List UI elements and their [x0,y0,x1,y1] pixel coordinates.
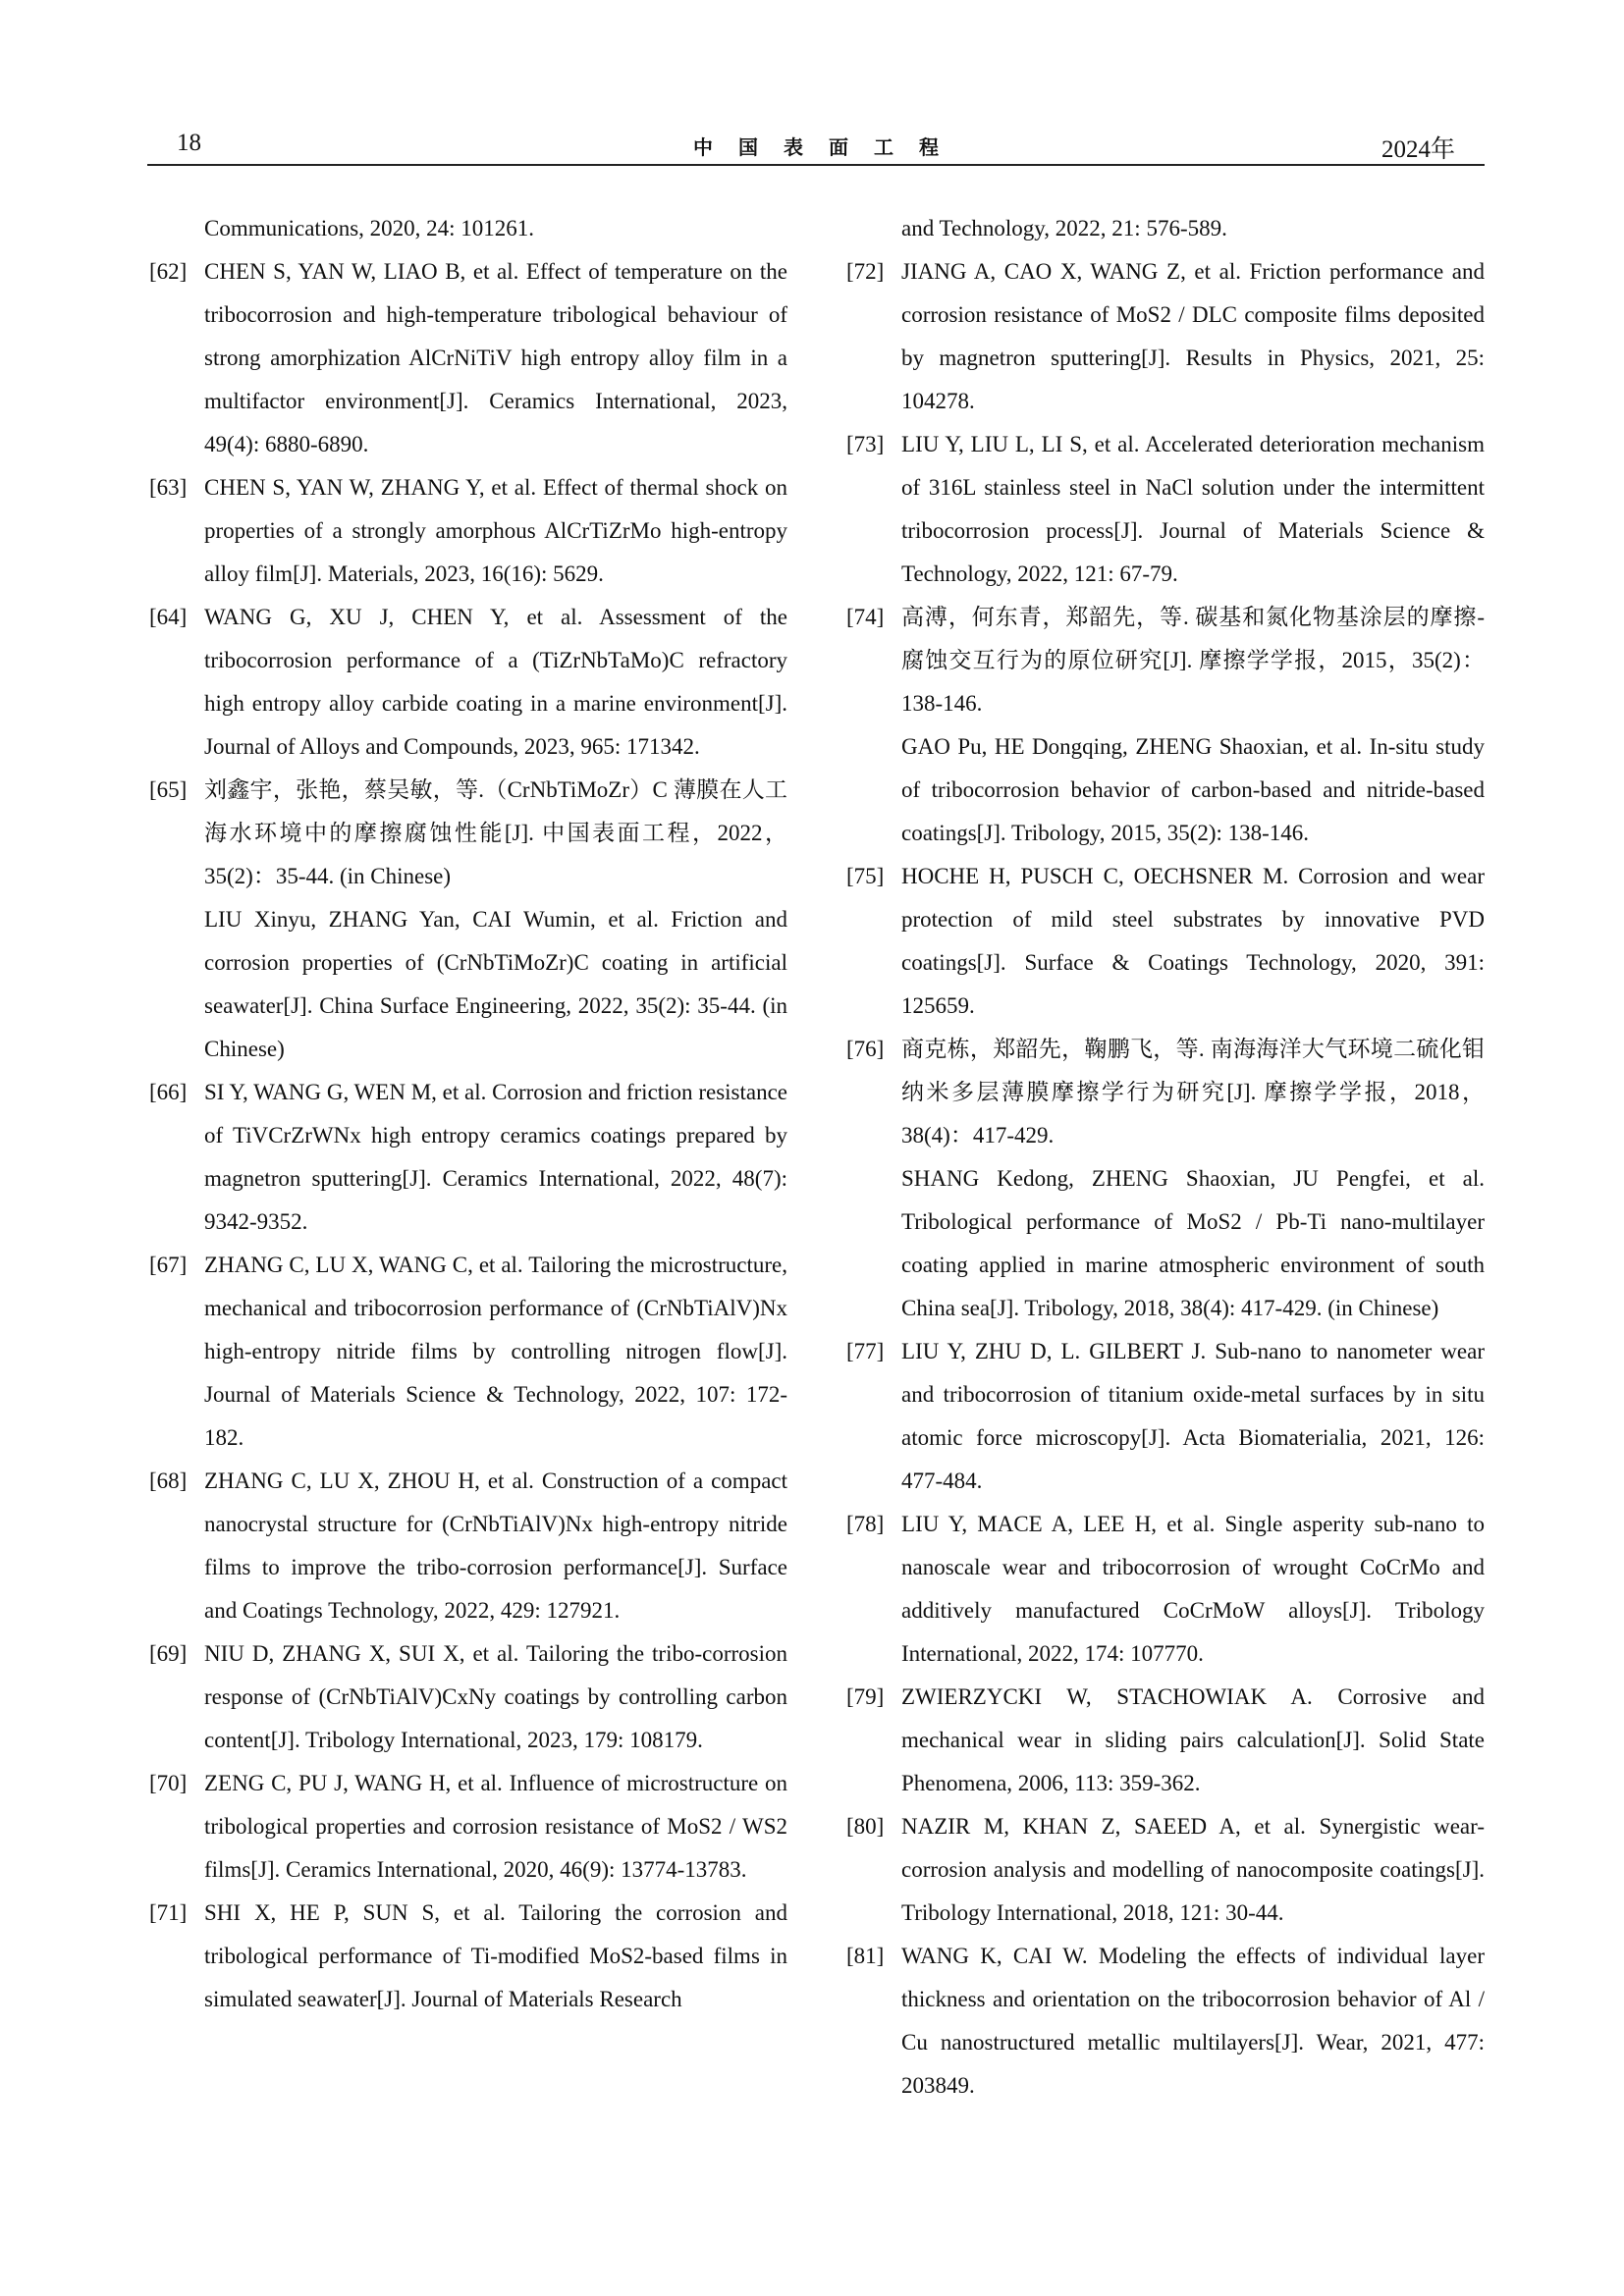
reference-text: 商克栋，郑韶先，鞠鹏飞，等. 南海海洋大气环境二硫化钼纳米多层薄膜摩擦学行为研究[J]. 摩擦学学报，2018，38(4)：417-429. [901,1037,1485,1148]
left-column [149,207,787,2021]
reference-item [846,1503,1485,1676]
reference-item [149,466,787,596]
reference-text: SI Y, WANG G, WEN M, et al. Corrosion and friction resistance of TiVCrZrWNx high entropy ceramics coatings prepared by magnetron sputtering[J]. Ceramics International, 2022, 48(7): 9342-9352. [204,1080,787,1234]
reference-item [149,1244,787,1460]
reference-text: WANG G, XU J, CHEN Y, et al. Assessment of the tribocorrosion performance of a (TiZrNbTaMo)C refractory high entropy alloy carbide coating in a marine environment[J]. Journal of Alloys and Compounds, 2023, 965: 171342. [204,605,787,759]
reference-translation: GAO Pu, HE Dongqing, ZHENG Shaoxian, et al. In-situ study of tribocorrosion behavior of carbon-based and nitride-based coatings[J]. Tribology, 2015, 35(2): 138-146. [901,734,1485,845]
reference-item [846,1330,1485,1503]
reference-text: CHEN S, YAN W, ZHANG Y, et al. Effect of thermal shock on properties of a strongly amorphous AlCrTiZrMo high-entropy alloy film[J]. Materials, 2023, 16(16): 5629. [204,475,787,586]
reference-text: HOCHE H, PUSCH C, OECHSNER M. Corrosion and wear protection of mild steel substrates by innovative PVD coatings[J]. Surface & Coatings Technology, 2020, 391: 125659. [901,864,1485,1018]
reference-number: [80] [846,1814,885,1839]
reference-item [149,250,787,466]
reference-continuation: and Technology, 2022, 21: 576-589. [901,216,1227,240]
page-header [147,126,1485,161]
reference-item [846,855,1485,1028]
reference-item [846,596,1485,855]
reference-text: CHEN S, YAN W, LIAO B, et al. Effect of temperature on the tribocorrosion and high-temperature tribological behaviour of strong amorphization AlCrNiTiV high entropy alloy film in a multifactor environment[J]. Ceramics International, 2023, 49(4): 6880-6890. [204,259,787,456]
reference-item [149,769,787,1071]
reference-number: [62] [149,259,188,284]
reference-item [846,423,1485,596]
right-column [846,207,1485,2108]
reference-number: [69] [149,1641,188,1666]
reference-item [846,1676,1485,1805]
reference-number: [63] [149,475,188,500]
reference-text: 刘鑫宇，张艳，蔡吴敏，等.（CrNbTiMoZr）C 薄膜在人工海水环境中的摩擦腐蚀性能[J]. 中国表面工程，2022，35(2)：35-44. (in Chinese) [204,777,787,888]
reference-text: 高溥，何东青，郑韶先，等. 碳基和氮化物基涂层的摩擦-腐蚀交互行为的原位研究[J]. 摩擦学学报，2015，35(2)：138-146. [901,605,1485,716]
reference-text: NAZIR M, KHAN Z, SAEED A, et al. Synergistic wear-corrosion analysis and modelling of nanocomposite coatings[J]. Tribology International, 2018, 121: 30-44. [901,1814,1485,1925]
reference-text: LIU Y, MACE A, LEE H, et al. Single asperity sub-nano to nanoscale wear and tribocorrosion of wrought CoCrMo and additively manufactured CoCrMoW alloys[J]. Tribology International, 2022, 174: 107770. [901,1512,1485,1666]
publication-year: 2024年 [1380,136,1455,163]
reference-number: [70] [149,1771,188,1795]
reference-number: [68] [149,1468,188,1493]
reference-item [846,250,1485,423]
reference-number: [66] [149,1080,188,1104]
reference-text: LIU Y, ZHU D, L. GILBERT J. Sub-nano to nanometer wear and tribocorrosion of titanium oxide-metal surfaces by in situ atomic force microscopy[J]. Acta Biomaterialia, 2021, 126: 477-484. [901,1339,1485,1493]
reference-number: [79] [846,1684,885,1709]
reference-item [149,1460,787,1632]
reference-item [846,1028,1485,1330]
reference-number: [71] [149,1900,188,1925]
reference-text: ZHANG C, LU X, ZHOU H, et al. Construction of a compact nanocrystal structure for (CrNbTiAlV)Nx high-entropy nitride films to improve the tribo-corrosion performance[J]. Surface and Coatings Technology, 2022, 429: 127921. [204,1468,787,1623]
reference-number: [72] [846,259,885,284]
reference-number: [73] [846,432,885,456]
reference-item [846,1805,1485,1935]
reference-number: [76] [846,1037,885,1061]
reference-text: ZWIERZYCKI W, STACHOWIAK A. Corrosive and mechanical wear in sliding pairs calculation[J]. Solid State Phenomena, 2006, 113: 359-362. [901,1684,1485,1795]
reference-item [149,1071,787,1244]
reference-number: [75] [846,864,885,888]
reference-number: [77] [846,1339,885,1363]
reference-text: LIU Y, LIU L, LI S, et al. Accelerated deterioration mechanism of 316L stainless steel in NaCl solution under the intermittent tribocorrosion process[J]. Journal of Materials Science & Technology, 2022, 121: 67-79. [901,432,1485,586]
reference-number: [74] [846,605,885,629]
reference-translation: SHANG Kedong, ZHENG Shaoxian, JU Pengfei, et al. Tribological performance of MoS2 / Pb-Ti nano-multilayer coating applied in marine atmospheric environment of south China sea[J]. Tribology, 2018, 38(4): 417-429. (in Chinese) [901,1166,1485,1320]
reference-text: SHI X, HE P, SUN S, et al. Tailoring the corrosion and tribological performance of Ti-modified MoS2-based films in simulated seawater[J]. Journal of Materials Research [204,1900,787,2011]
reference-number: [65] [149,777,188,802]
journal-title: 中国表面工程 [693,135,964,159]
reference-text: WANG K, CAI W. Modeling the effects of individual layer thickness and orientation on the tribocorrosion behavior of Al / Cu nanostructured metallic multilayers[J]. Wear, 2021, 477: 203849. [901,1944,1485,2098]
reference-number: [81] [846,1944,885,1968]
reference-text: ZENG C, PU J, WANG H, et al. Influence of microstructure on tribological properties and corrosion resistance of MoS2 / WS2 films[J]. Ceramics International, 2020, 46(9): 13774-13783. [204,1771,787,1882]
reference-text: NIU D, ZHANG X, SUI X, et al. Tailoring the tribo-corrosion response of (CrNbTiAlV)CxNy coatings by controlling carbon content[J]. Tribology International, 2023, 179: 108179. [204,1641,787,1752]
reference-continuation: Communications, 2020, 24: 101261. [204,216,535,240]
reference-item [149,1892,787,2021]
header-rule [147,164,1485,166]
reference-item [149,596,787,769]
reference-number: [67] [149,1253,188,1277]
reference-item [149,1762,787,1892]
reference-translation: LIU Xinyu, ZHANG Yan, CAI Wumin, et al. Friction and corrosion properties of (CrNbTiMoZr)C coating in artificial seawater[J]. China Surface Engineering, 2022, 35(2): 35-44. (in Chinese) [204,907,787,1061]
reference-number: [64] [149,605,188,629]
reference-text: JIANG A, CAO X, WANG Z, et al. Friction performance and corrosion resistance of MoS2 / DLC composite films deposited by magnetron sputtering[J]. Results in Physics, 2021, 25: 104278. [901,259,1485,413]
reference-item [846,1935,1485,2108]
page-number: 18 [177,130,201,156]
reference-item [149,1632,787,1762]
reference-number: [78] [846,1512,885,1536]
reference-text: ZHANG C, LU X, WANG C, et al. Tailoring the microstructure, mechanical and tribocorrosion performance of (CrNbTiAlV)Nx high-entropy nitride films by controlling nitrogen flow[J]. Journal of Materials Science & Technology, 2022, 107: 172-182. [204,1253,787,1450]
